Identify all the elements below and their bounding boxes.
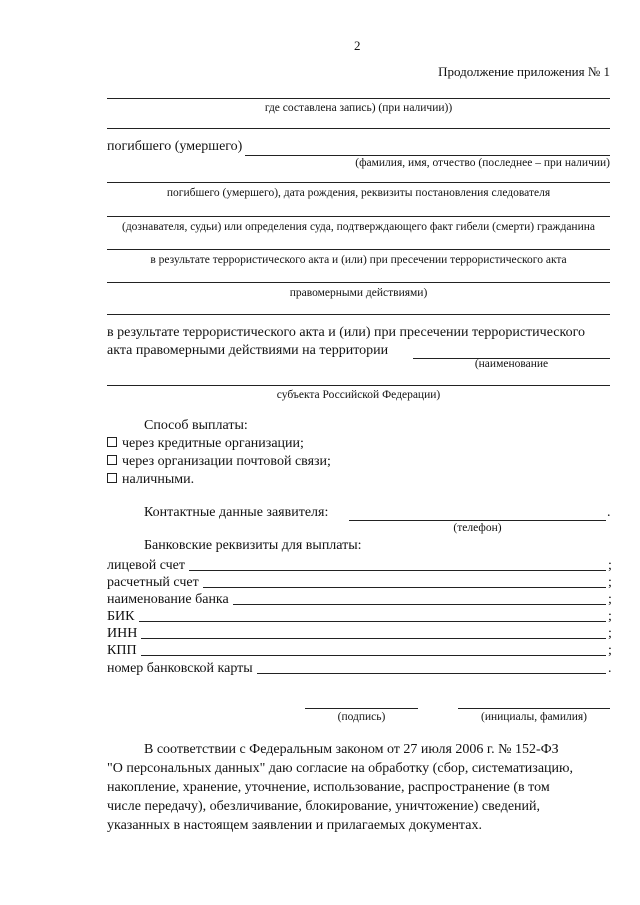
checkbox-icon[interactable]: [107, 437, 117, 447]
payment-option-label: через кредитные организации;: [122, 436, 304, 451]
bank-row-label: КПП: [107, 643, 137, 658]
signature-line[interactable]: [305, 708, 418, 709]
bank-row-label: расчетный счет: [107, 575, 199, 590]
investigator-caption: (дознавателя, судьи) или определения суда, подтверждающего факт гибели (смерти) гражданина: [122, 221, 595, 233]
bank-row-bik: [107, 607, 612, 625]
checkbox-icon[interactable]: [107, 455, 117, 465]
payment-option-label: наличными.: [122, 472, 195, 487]
deceased-birth-caption: погибшего (умершего), дата рождения, реквизиты постановления следователя: [166, 187, 551, 199]
deceased-label: погибшего (умершего): [107, 139, 243, 154]
consent-line-2: "О персональных данных" даю согласие на обработку (сбор, систематизацию,: [107, 761, 573, 776]
payment-option-bank[interactable]: [107, 436, 304, 452]
bank-row-field[interactable]: [233, 604, 606, 605]
bank-row-account: [107, 556, 612, 574]
deceased-fio-line[interactable]: [245, 155, 610, 156]
phone-caption: (телефон): [453, 522, 502, 534]
bank-title: Банковские реквизиты для выплаты:: [144, 538, 362, 553]
territory-text-line2: акта правомерными действиями на территории: [107, 343, 389, 358]
terror-act-line[interactable]: [107, 249, 610, 250]
bank-row-end: ;: [608, 626, 612, 641]
consent-line-3: накопление, хранение, уточнение, использование, распространение (в том: [107, 780, 550, 795]
appendix-header: Продолжение приложения № 1: [438, 64, 610, 79]
bank-row-end: ;: [608, 575, 612, 590]
bank-row-kpp: [107, 641, 612, 659]
bank-row-field[interactable]: [141, 638, 606, 639]
bank-row-field[interactable]: [139, 621, 607, 622]
payment-option-label: через организации почтовой связи;: [122, 454, 331, 469]
bank-row-label: номер банковской карты: [107, 661, 253, 676]
payment-option-cash[interactable]: [107, 472, 194, 488]
checkbox-icon[interactable]: [107, 473, 117, 483]
bank-row-end: ;: [608, 558, 612, 573]
bank-row-field[interactable]: [257, 673, 606, 674]
contacts-field[interactable]: [349, 520, 606, 521]
fio-caption: (фамилия, имя, отчество (последнее – при наличии): [355, 157, 610, 169]
payment-title: Способ выплаты:: [144, 418, 248, 433]
subject-rf-caption: субъекта Российской Федерации): [276, 389, 441, 401]
page-number: 2: [354, 38, 361, 53]
investigator-line[interactable]: [107, 216, 610, 217]
contacts-end: .: [607, 505, 611, 520]
lawful-actions-caption: правомерными действиями): [289, 287, 428, 299]
name-of-caption: (наименование: [474, 358, 549, 370]
bank-row-end: ;: [608, 609, 612, 624]
bank-row-end: ;: [608, 643, 612, 658]
registration-place-caption: где составлена запись) (при наличии)): [264, 102, 453, 114]
bank-row-end: ;: [608, 592, 612, 607]
bank-row-bank-name: [107, 590, 612, 608]
bank-row-label: ИНН: [107, 626, 138, 641]
subject-rf-line[interactable]: [107, 385, 610, 386]
contacts-label: Контактные данные заявителя:: [144, 505, 329, 520]
consent-line-5: указанных в настоящем заявлении и прилагаемых документах.: [107, 818, 482, 833]
bank-row-field[interactable]: [189, 570, 606, 571]
registration-extra-line[interactable]: [107, 128, 610, 129]
payment-option-post[interactable]: [107, 454, 331, 470]
consent-line-1: В соответствии с Федеральным законом от 27 июля 2006 г. № 152-ФЗ: [144, 742, 559, 757]
initials-caption: (инициалы, фамилия): [480, 711, 588, 723]
bank-row-settlement: [107, 573, 612, 591]
bank-row-label: наименование банка: [107, 592, 229, 607]
bank-row-label: БИК: [107, 609, 135, 624]
registration-place-line[interactable]: [107, 98, 610, 99]
territory-text-line1: в результате террористического акта и (или) при пресечении террористического: [107, 325, 585, 340]
bank-row-field[interactable]: [141, 655, 606, 656]
separator-line[interactable]: [107, 314, 610, 315]
consent-line-4: числе передачу), обезличивание, блокирование, уничтожение) сведений,: [107, 799, 541, 814]
bank-row-end: .: [608, 661, 612, 676]
terror-act-caption: в результате террористического акта и (или) при пресечении террористического акта: [150, 254, 567, 266]
signature-caption: (подпись): [337, 711, 386, 723]
bank-row-inn: [107, 624, 612, 642]
bank-row-label: лицевой счет: [107, 558, 185, 573]
lawful-actions-line[interactable]: [107, 282, 610, 283]
bank-row-card: [107, 659, 612, 677]
deceased-birth-line[interactable]: [107, 182, 610, 183]
initials-line[interactable]: [458, 708, 610, 709]
bank-row-field[interactable]: [203, 587, 606, 588]
